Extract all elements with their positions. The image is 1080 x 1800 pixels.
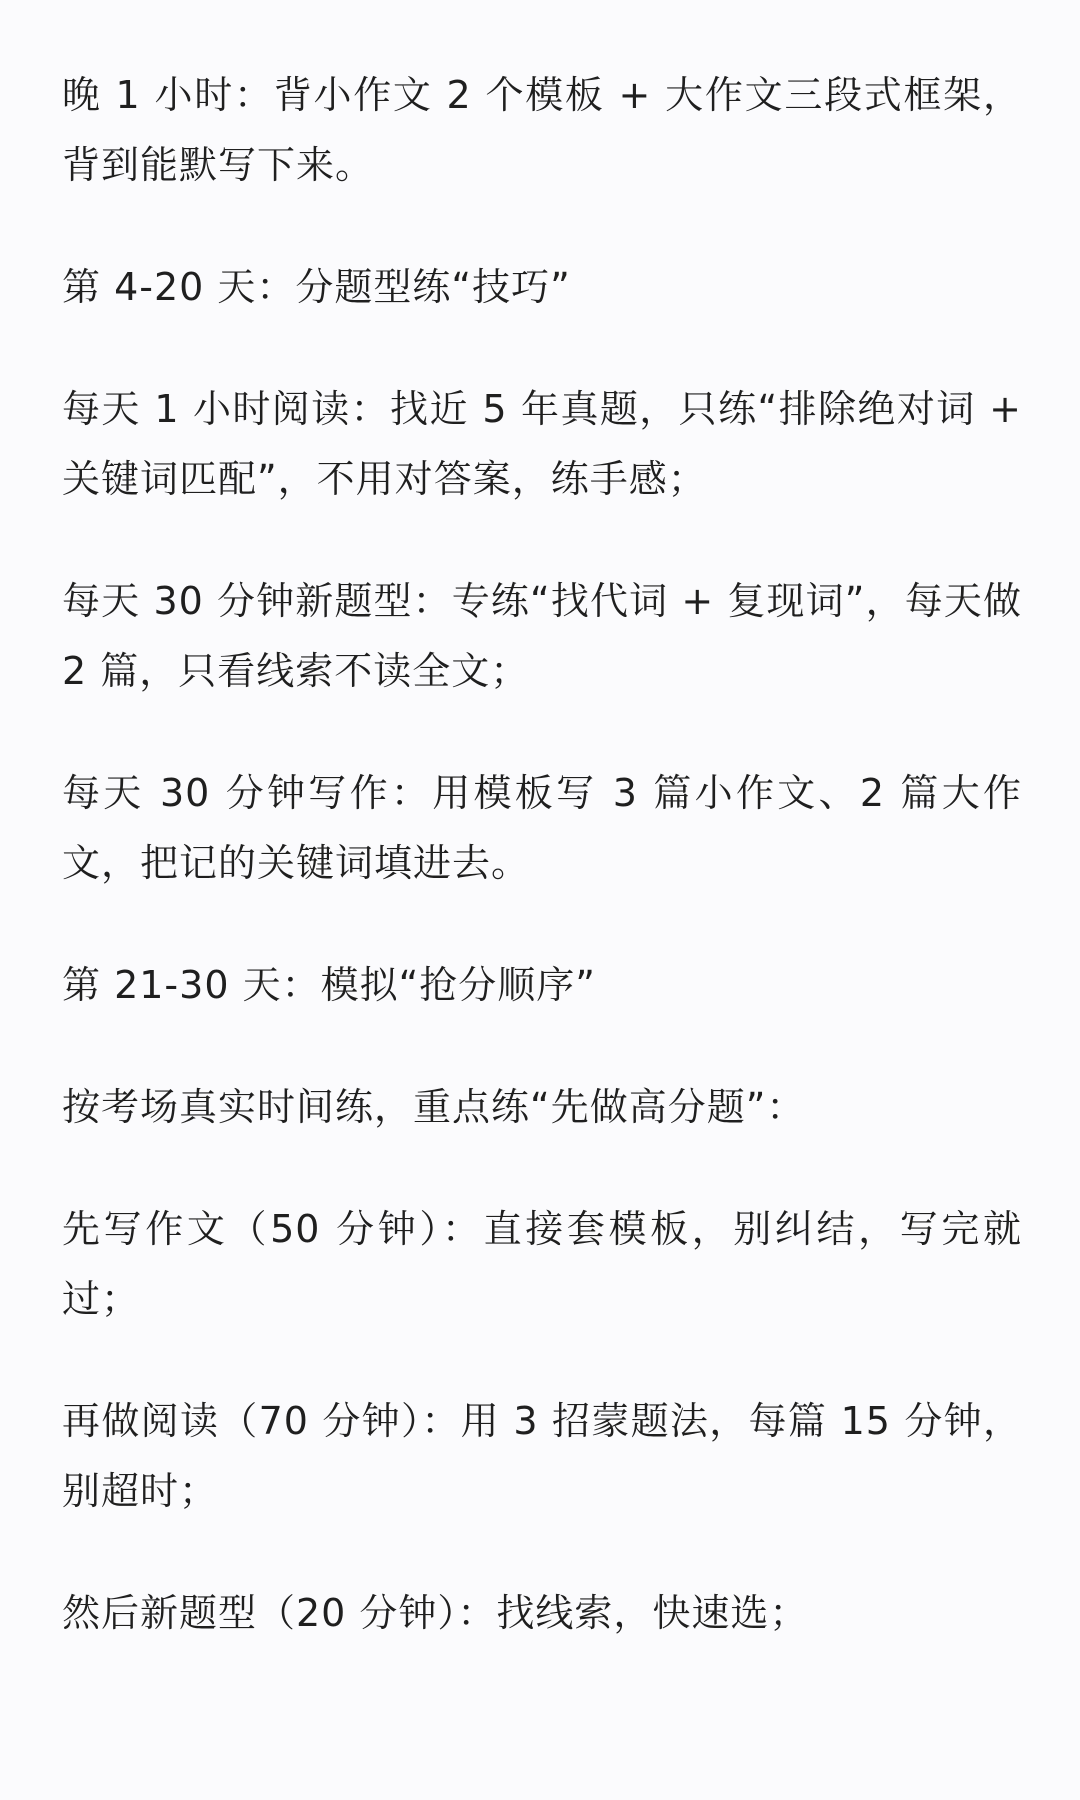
paragraph-essay-first: 先写作文（50 分钟）：直接套模板，别纠结，写完就过；	[62, 1207, 1022, 1321]
paragraph-daily-writing: 每天 30 分钟写作：用模板写 3 篇小作文、2 篇大作文，把记的关键词填进去。	[62, 771, 1022, 885]
paragraph-daily-reading: 每天 1 小时阅读：找近 5 年真题，只练“排除绝对词 + 关键词匹配”，不用对答案，练手感；	[62, 387, 1022, 501]
paragraph-new-type-third: 然后新题型（20 分钟）：找线索，快速选；	[62, 1591, 809, 1635]
paragraph-exam-timing: 按考场真实时间练，重点练“先做高分题”：	[62, 1085, 806, 1129]
article-body	[62, 60, 1022, 1700]
section-heading-days-21-30: 第 21-30 天：模拟“抢分顺序”	[62, 963, 596, 1007]
paragraph-daily-new-question-type: 每天 30 分钟新题型：专练“找代词 + 复现词”，每天做 2 篇，只看线索不读全文；	[62, 579, 1022, 693]
paragraph-reading-second: 再做阅读（70 分钟）：用 3 招蒙题法，每篇 15 分钟，别超时；	[62, 1399, 1022, 1513]
paragraph-evening-memorize: 晚 1 小时：背小作文 2 个模板 + 大作文三段式框架，背到能默写下来。	[62, 73, 1022, 187]
section-heading-days-4-20: 第 4-20 天：分题型练“技巧”	[62, 265, 571, 309]
